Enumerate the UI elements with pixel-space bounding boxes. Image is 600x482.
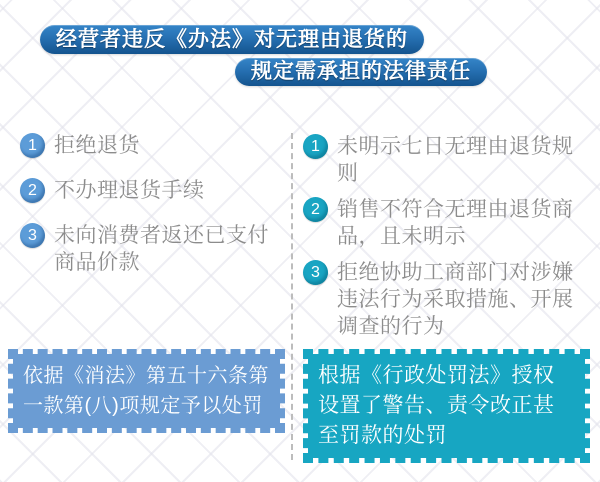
left-violations-list [20, 132, 278, 294]
list-item [303, 259, 583, 340]
list-item [303, 133, 583, 187]
title-banner-line1: 经营者违反《办法》对无理由退货的 [40, 25, 424, 54]
item-text: 未向消费者返还已支付商品价款 [54, 224, 269, 274]
item-number-badge: 2 [303, 197, 328, 222]
list-item [20, 222, 278, 276]
item-text: 未明示七日无理由退货规则 [337, 135, 574, 185]
item-text: 销售不符合无理由退货商品，且未明示 [337, 198, 574, 248]
item-number-badge: 2 [20, 178, 45, 203]
item-text: 不办理退货手续 [54, 179, 205, 202]
list-item [303, 196, 583, 250]
title-banner-line2: 规定需承担的法律责任 [235, 58, 487, 86]
list-item [20, 177, 278, 204]
item-number-badge: 1 [20, 133, 45, 158]
column-divider [291, 133, 293, 460]
list-item [20, 132, 278, 159]
item-text: 拒绝退货 [54, 134, 140, 157]
right-violations-list [303, 133, 583, 349]
item-number-badge: 3 [20, 223, 45, 248]
item-text: 拒绝协助工商部门对涉嫌违法行为采取措施、开展调查的行为 [337, 261, 574, 338]
left-penalty-note: 依据《消法》第五十六条第一款第(八)项规定予以处罚 [8, 349, 285, 433]
right-penalty-note: 根据《行政处罚法》授权设置了警告、责令改正甚至罚款的处罚 [303, 349, 590, 463]
item-number-badge: 1 [303, 134, 328, 159]
item-number-badge: 3 [303, 260, 328, 285]
